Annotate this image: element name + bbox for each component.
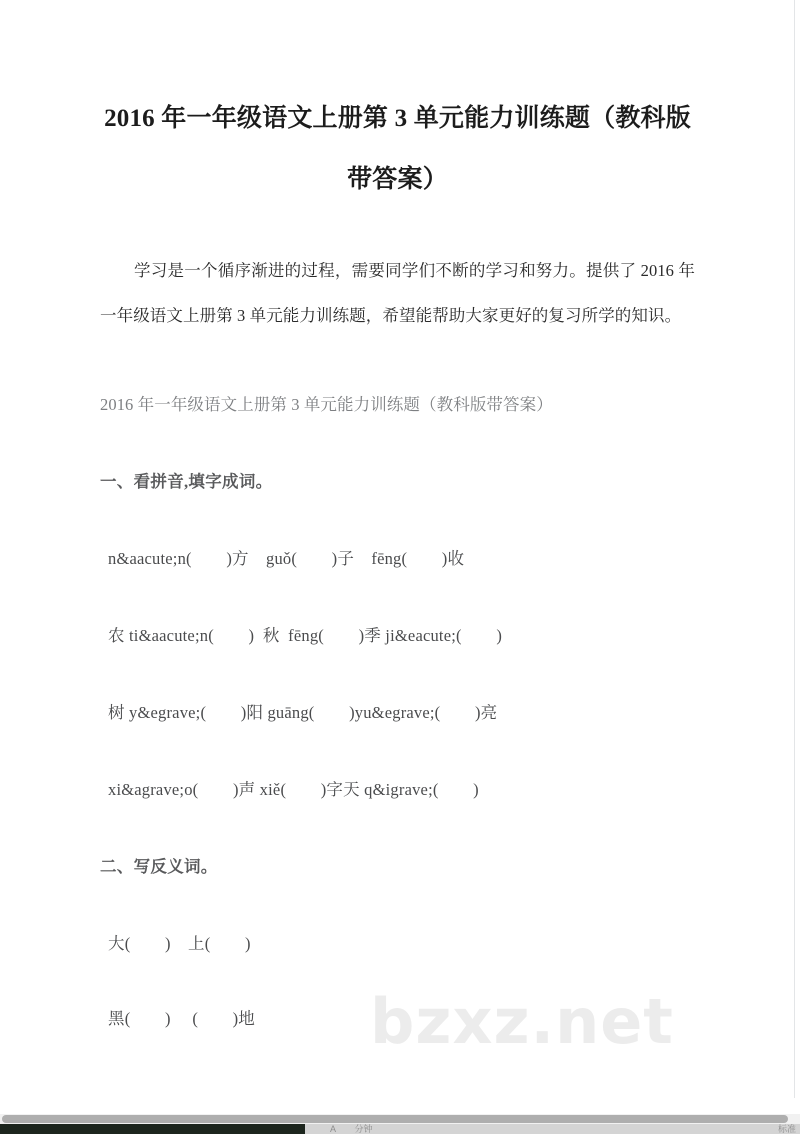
taskbar: [0, 1124, 800, 1134]
horizontal-scrollbar-thumb[interactable]: [2, 1115, 788, 1123]
site-watermark: bzxz.net: [370, 985, 674, 1058]
taskbar-glyph-minutes: 分钟: [354, 1124, 373, 1134]
exercise-line: 大( ) 上( ): [108, 934, 251, 953]
horizontal-scrollbar[interactable]: [0, 1113, 800, 1124]
exercise-line: 黑( ) ( )地: [108, 1009, 256, 1028]
section-heading-two: 二、写反义词。: [100, 857, 218, 876]
exercise-line: 农 ti&aacute;n( ) 秋 fēng( )季 ji&eacute;( ): [108, 626, 503, 645]
page-title: 2016 年一年级语文上册第 3 单元能力训练题（教科版带答案）: [104, 105, 691, 193]
taskbar-right-label: 标准: [777, 1124, 796, 1134]
exercise-line: xi&agrave;o( )声 xiě( )字天 q&igrave;( ): [108, 780, 479, 799]
taskbar-dark-panel: [0, 1124, 305, 1134]
taskbar-status-text: [330, 1124, 389, 1134]
intro-paragraph: 学习是一个循序渐进的过程，需要同学们不断的学习和努力。提供了 2016 年一年级语文上册第 3 单元能力训练题，希望能帮助大家更好的复习所学的知识。: [100, 261, 695, 325]
section-heading-one: 一、看拼音,填字成词。: [100, 472, 273, 491]
document-subtitle: 2016 年一年级语文上册第 3 单元能力训练题（教科版带答案）: [100, 395, 553, 414]
exercise-line: n&aacute;n( )方 guǒ( )子 fēng( )收: [108, 549, 465, 568]
exercise-line: 树 y&egrave;( )阳 guāng( )yu&egrave;( )亮: [108, 703, 498, 722]
taskbar-glyph-a: A: [330, 1124, 337, 1134]
